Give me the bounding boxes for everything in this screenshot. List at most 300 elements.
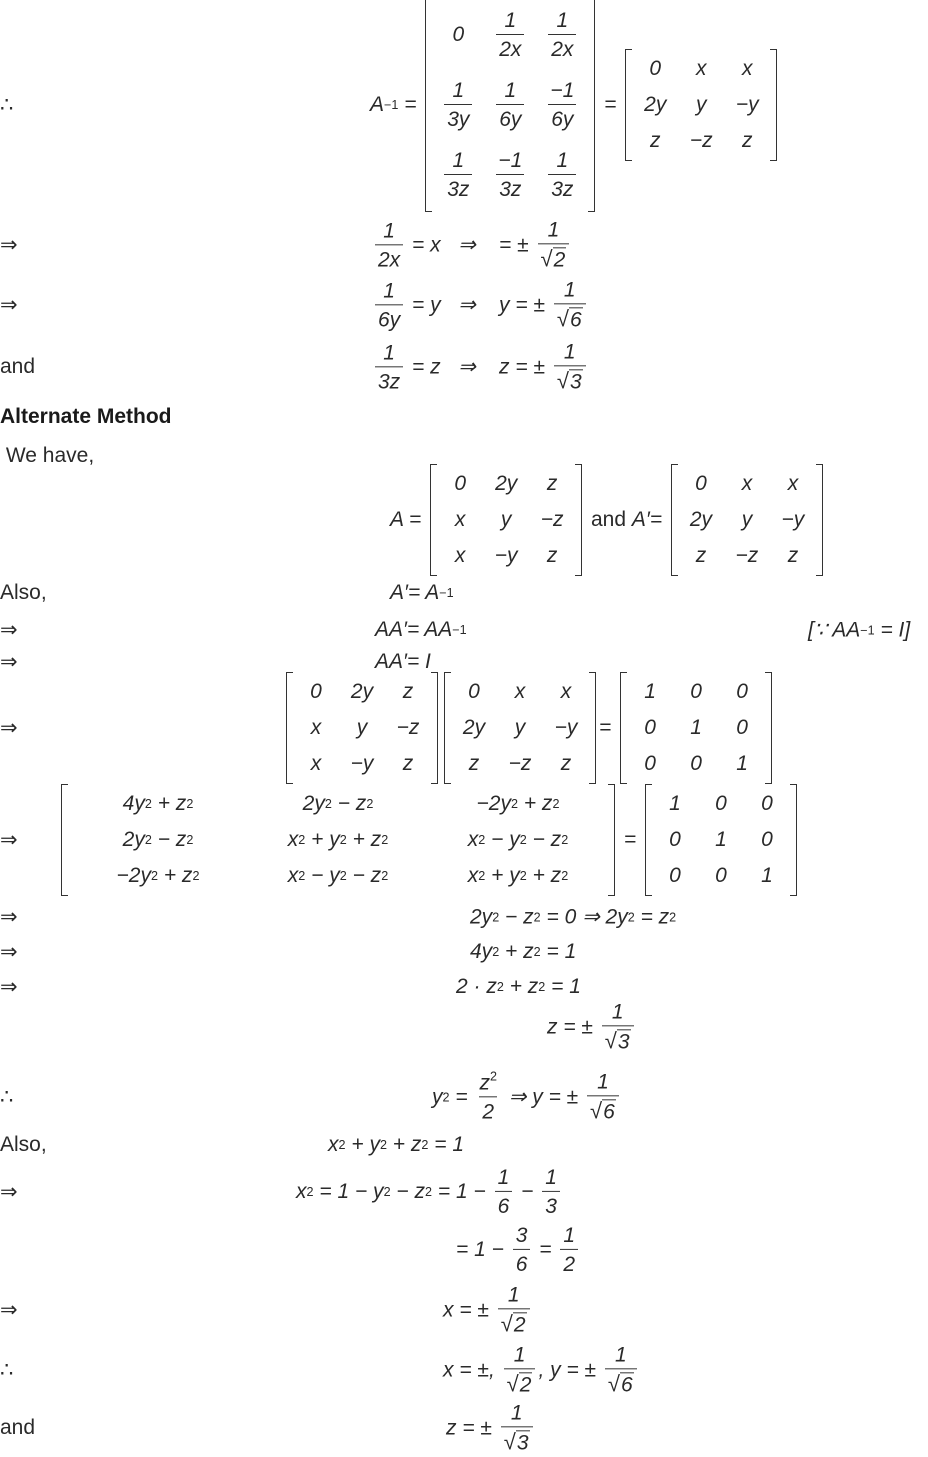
matrix-row	[652, 858, 790, 894]
matrix-cell	[293, 710, 339, 746]
math-text: 6y	[378, 308, 401, 331]
equation	[372, 278, 589, 331]
denominator	[375, 244, 403, 271]
math-text: 4y	[470, 940, 493, 963]
line-label: and	[0, 1416, 36, 1439]
line-label: Also,	[0, 581, 47, 604]
matrix	[671, 464, 823, 576]
matrix-cell: −2y 2 + z 2	[116, 864, 200, 887]
math-text: A′=	[631, 508, 668, 531]
math-text: = z	[634, 905, 670, 928]
matrix-cell	[678, 466, 724, 502]
matrix-cell	[724, 123, 770, 159]
equation	[375, 650, 431, 674]
math-text: x	[296, 1180, 307, 1203]
numerator	[501, 79, 519, 104]
fraction	[587, 1070, 619, 1123]
fraction	[548, 149, 576, 201]
square-root	[507, 1372, 533, 1396]
matrix-cell	[497, 746, 543, 782]
math-text: x = ±,	[443, 1358, 501, 1381]
denominator	[602, 1025, 634, 1053]
math-text: 0	[310, 680, 322, 703]
math-text: + y	[485, 864, 520, 887]
matrix-row	[68, 822, 608, 858]
fraction	[538, 218, 570, 271]
line-label: ⇒	[0, 940, 18, 964]
line-label: ⇒	[0, 716, 18, 740]
matrix-cell	[497, 674, 543, 710]
matrix-cell	[632, 51, 678, 87]
math-text: 0	[715, 864, 727, 887]
matrix-cell	[770, 502, 816, 538]
equation	[456, 1224, 581, 1276]
denominator	[560, 1249, 578, 1276]
matrix-cell	[678, 87, 724, 123]
math-text: 0	[468, 680, 480, 703]
math-text: z	[479, 1070, 490, 1094]
math-text: x	[310, 716, 322, 739]
matrix-cell	[451, 710, 497, 746]
math-text: 1	[563, 278, 576, 302]
math-text: 1	[497, 1165, 510, 1189]
equation: x 2 + y 2 + z 2 = 1	[328, 1133, 465, 1156]
equation	[446, 1401, 536, 1454]
numerator	[594, 1070, 612, 1095]
line-label: ∴	[0, 1085, 14, 1109]
numerator	[561, 340, 579, 365]
math-text: = 1 − y	[313, 1180, 384, 1203]
math-text: 2x	[499, 38, 522, 61]
matrix-cell	[627, 710, 673, 746]
matrix-cell	[698, 822, 744, 858]
square-root	[504, 1430, 530, 1454]
math-text: 2y	[644, 93, 667, 116]
fraction	[504, 1343, 536, 1396]
math-text: x = ±	[443, 1298, 495, 1321]
matrix-cell	[497, 710, 543, 746]
numerator	[508, 1401, 526, 1426]
math-text: 1	[690, 716, 702, 739]
radicand	[602, 1100, 616, 1124]
math-text: 0	[669, 864, 681, 887]
matrix-cell	[536, 70, 588, 140]
radical-sign: √	[506, 1371, 519, 1397]
square-root	[541, 247, 567, 271]
math-text: + z	[518, 792, 553, 815]
math-text: x	[467, 828, 479, 851]
matrix-cell	[673, 674, 719, 710]
math-text: 2y	[350, 680, 374, 703]
matrix-row	[437, 502, 575, 538]
denominator	[375, 366, 403, 393]
matrix	[620, 672, 772, 784]
math-text: 1	[563, 340, 576, 364]
left-bracket	[61, 784, 68, 896]
math-text: −z	[540, 508, 564, 531]
math-text: =	[533, 1238, 558, 1261]
equation	[372, 340, 589, 393]
math-text: y	[741, 508, 753, 531]
math-text: 6y	[499, 108, 522, 131]
math-text: − z	[499, 905, 534, 928]
matrix-cell: x 2 − y 2 − z 2	[287, 864, 389, 887]
math-text: 3	[516, 1431, 529, 1455]
numerator	[542, 1166, 560, 1191]
matrix-cell	[724, 466, 770, 502]
matrix-cell	[451, 674, 497, 710]
matrix-cell	[652, 822, 698, 858]
matrix-cell: x 2 + y 2 + z 2	[467, 864, 569, 887]
numerator	[560, 1224, 578, 1249]
math-text: 1	[644, 680, 656, 703]
matrix-cell	[724, 87, 770, 123]
math-text: x	[742, 57, 753, 80]
matrix-cell	[770, 466, 816, 502]
math-text: + z	[503, 975, 539, 998]
math-text: z	[650, 129, 661, 152]
math-text: 3	[617, 1030, 630, 1054]
math-text: −z	[396, 716, 420, 739]
math-text: 0	[695, 472, 707, 495]
radical-sign: √	[607, 1371, 621, 1397]
math-text: − z	[331, 792, 367, 815]
line-label: ⇒	[0, 1298, 18, 1322]
matrix-body	[68, 784, 608, 896]
math-text: 1	[507, 1283, 520, 1307]
matrix-cell	[437, 538, 483, 574]
numerator	[609, 1000, 627, 1025]
math-text: − z	[151, 828, 187, 851]
matrix	[286, 672, 438, 784]
math-text: = 1	[540, 940, 577, 963]
math-text: AA′= AA	[375, 618, 453, 641]
matrix-row	[627, 710, 765, 746]
math-text: y	[500, 508, 512, 531]
math-text: y	[514, 716, 526, 739]
fraction	[548, 9, 576, 61]
equation: 2y 2 − z 2 = 0 ⇒ 2y 2 = z 2	[470, 905, 677, 929]
matrix-cell: x 2 + y 2 + z 2	[287, 828, 389, 851]
line-label: We have,	[0, 444, 95, 467]
math-text: 0	[690, 752, 702, 775]
right-bracket	[589, 672, 596, 784]
numerator	[612, 1343, 630, 1368]
equation	[443, 1283, 533, 1336]
fraction	[501, 1401, 533, 1454]
radical-sign: √	[604, 1028, 617, 1054]
math-text: 1	[611, 1000, 624, 1024]
math-text: 1	[383, 218, 395, 242]
fraction	[375, 279, 403, 331]
math-text: 1	[513, 1343, 526, 1367]
math-text: = z ⇒ z = ±	[406, 355, 551, 379]
left-bracket	[671, 464, 678, 576]
math-text: 0	[715, 792, 727, 815]
matrix-row	[627, 746, 765, 782]
radicand	[569, 370, 583, 394]
equation	[443, 1343, 640, 1396]
right-bracket	[816, 464, 823, 576]
matrix-row	[451, 710, 589, 746]
math-text: 1	[715, 828, 727, 851]
matrix-body	[432, 0, 588, 212]
matrix-row	[678, 538, 816, 574]
math-text: 3	[545, 1195, 557, 1218]
math-text: + y	[345, 1133, 380, 1156]
matrix-cell: 4y 2 + z 2	[122, 792, 194, 815]
matrix-cell	[632, 87, 678, 123]
numerator	[553, 149, 571, 174]
matrix-row	[632, 51, 770, 87]
math-text: 1	[545, 1165, 557, 1189]
math-text: 0	[644, 716, 656, 739]
matrix-cell	[632, 123, 678, 159]
denominator	[542, 1191, 560, 1218]
math-text: 6	[569, 308, 582, 332]
matrix-cell	[451, 746, 497, 782]
math-text: 3y	[447, 108, 470, 131]
fraction	[495, 1166, 513, 1218]
matrix-cell	[770, 538, 816, 574]
math-text: =	[398, 93, 423, 116]
matrix-cell	[543, 746, 589, 782]
line-label: Also,	[0, 1133, 47, 1156]
math-text: x	[328, 1133, 339, 1156]
math-text: 0	[690, 680, 702, 703]
fraction	[554, 278, 586, 331]
math-text: + y	[305, 828, 340, 851]
numerator	[449, 79, 467, 104]
radical-sign: √	[590, 1098, 603, 1124]
math-text: 1	[736, 752, 748, 775]
radicand	[519, 1373, 533, 1397]
denominator	[554, 365, 586, 393]
right-bracket	[770, 49, 777, 161]
math-text: 0	[761, 792, 773, 815]
fraction	[542, 1166, 560, 1218]
math-text: −z	[689, 129, 713, 152]
math-text: y	[432, 1085, 443, 1108]
matrix-cell	[437, 502, 483, 538]
math-text: x	[467, 864, 479, 887]
math-text: −2y	[116, 864, 151, 887]
matrix	[625, 49, 777, 161]
math-text: 0	[649, 57, 662, 80]
math-text: 2	[519, 1373, 532, 1397]
denominator	[495, 1191, 513, 1218]
radicand	[513, 1313, 527, 1337]
numerator	[380, 219, 398, 244]
matrix-body	[627, 672, 765, 784]
math-text: x	[787, 472, 799, 495]
math-text: 6	[497, 1195, 510, 1218]
math-text: z	[546, 544, 558, 567]
denominator	[479, 1096, 497, 1123]
matrix-cell	[483, 538, 529, 574]
equation: x 2 = 1 − y 2 − z 2 = 1 − $\frac{1}{6}$ − $\frac{1}{3}$	[296, 1166, 563, 1218]
math-text: = 1	[545, 975, 581, 998]
math-text: 0	[761, 828, 773, 851]
math-text: 3	[515, 1223, 528, 1247]
math-text: [∵ AA	[808, 618, 861, 642]
matrix-cell: x 2 − y 2 − z 2	[467, 828, 569, 851]
matrix-cell	[678, 123, 724, 159]
fraction	[444, 79, 472, 131]
math-text: , y = ±	[538, 1358, 602, 1381]
math-text: 1	[563, 1223, 576, 1247]
matrix-row	[652, 822, 790, 858]
fraction	[602, 1000, 634, 1053]
right-bracket	[608, 784, 615, 896]
math-text: 1	[452, 148, 465, 172]
math-text: −y	[781, 508, 805, 531]
math-text: − y	[305, 864, 340, 887]
math-text: 1	[383, 278, 395, 302]
math-text: 6	[515, 1253, 528, 1276]
matrix-row	[432, 140, 588, 210]
matrix-cell	[543, 710, 589, 746]
radical-sign: √	[556, 306, 569, 332]
math-text: = x ⇒ = ±	[406, 233, 535, 257]
right-bracket	[765, 672, 772, 784]
radical-sign: √	[503, 1429, 516, 1455]
matrix-cell	[673, 710, 719, 746]
matrix-body	[451, 672, 589, 784]
matrix-cell	[698, 786, 744, 822]
denominator	[548, 34, 576, 61]
line-label: ⇒	[0, 233, 18, 257]
math-text: z	[695, 544, 707, 567]
matrix-cell	[432, 70, 484, 140]
math-text: 2y	[302, 792, 325, 815]
matrix-row	[437, 466, 575, 502]
math-text: + z	[386, 1133, 422, 1156]
math-text: y	[356, 716, 368, 739]
math-text: z	[468, 752, 480, 775]
denominator	[548, 174, 576, 201]
math-text: 0	[454, 472, 467, 495]
matrix-cell	[385, 674, 431, 710]
math-text: 2y	[470, 905, 493, 928]
matrix-cell	[339, 710, 385, 746]
matrix-cell	[385, 710, 431, 746]
math-text: z	[560, 752, 572, 775]
math-text: −y	[735, 93, 759, 116]
math-text: 1	[669, 792, 681, 815]
matrix-cell: −2y 2 + z 2	[476, 792, 560, 815]
matrix-row	[632, 123, 770, 159]
matrix-body	[632, 49, 770, 161]
math-text: − y	[485, 828, 520, 851]
matrix-row	[678, 502, 816, 538]
denominator	[444, 104, 472, 131]
math-text: + z	[499, 940, 534, 963]
math-text: x	[287, 864, 299, 887]
right-bracket	[431, 672, 438, 784]
matrix-cell	[385, 746, 431, 782]
matrix-row	[293, 710, 431, 746]
math-text: −z	[508, 752, 532, 775]
radicand	[569, 308, 583, 332]
numerator	[495, 149, 525, 174]
denominator	[375, 304, 403, 331]
matrix-cell	[698, 858, 744, 894]
equation-note: [∵ AA −1 = I]	[808, 618, 911, 642]
matrix-row	[678, 466, 816, 502]
matrix-cell	[744, 822, 790, 858]
math-text: 2 · z	[456, 975, 497, 998]
math-text: A =	[390, 508, 428, 531]
equation: 4y 2 + z 2 = 1	[470, 940, 577, 963]
math-text: 3z	[378, 370, 401, 393]
math-text: = y ⇒ y = ±	[406, 293, 551, 317]
math-text: 2x	[378, 248, 401, 271]
math-text: x	[287, 828, 299, 851]
left-bracket	[620, 672, 627, 784]
math-text: x	[696, 57, 707, 80]
line-label: ∴	[0, 1358, 14, 1382]
matrix-cell	[652, 858, 698, 894]
math-text: =	[449, 1085, 474, 1108]
matrix-cell	[339, 746, 385, 782]
matrix-cell	[678, 538, 724, 574]
math-text: 6	[603, 1100, 615, 1124]
math-text: 1	[452, 78, 465, 102]
left-bracket	[425, 0, 432, 212]
fraction	[476, 1071, 500, 1123]
fraction	[444, 149, 472, 201]
math-text: 1	[556, 148, 569, 172]
left-bracket	[286, 672, 293, 784]
line-label: ⇒	[0, 650, 18, 674]
matrix-cell	[536, 140, 588, 210]
math-text: 2x	[551, 38, 574, 61]
math-text: A	[370, 93, 385, 116]
matrix-row	[652, 786, 790, 822]
math-text: + z	[151, 792, 187, 815]
square-root	[557, 307, 583, 331]
math-text: 3z	[499, 178, 522, 201]
equation	[372, 218, 572, 271]
math-text: + z	[158, 864, 193, 887]
equation	[390, 464, 826, 576]
right-bracket	[790, 784, 797, 896]
matrix-cell	[652, 786, 698, 822]
radicand	[617, 1030, 631, 1054]
equation: A′= A −1	[390, 581, 454, 604]
math-text: −	[515, 1180, 540, 1203]
matrix-body	[678, 464, 816, 576]
math-text: 0	[452, 23, 465, 46]
superscript: 2	[489, 1069, 497, 1084]
numerator	[561, 278, 579, 303]
numerator	[505, 1283, 523, 1308]
denominator	[504, 1368, 536, 1396]
equation: y 2 = $\frac{z^2}{2}$ ⇒ y = ± 1 √ 6	[432, 1070, 622, 1123]
square-root	[608, 1372, 634, 1396]
math-text: 0	[736, 680, 748, 703]
math-text: 1	[556, 8, 569, 32]
math-text: x	[741, 472, 753, 495]
numerator	[545, 218, 563, 243]
math-text: x	[310, 752, 322, 775]
matrix-row	[432, 0, 588, 70]
matrix-body	[652, 784, 790, 896]
matrix-cell	[483, 466, 529, 502]
line-label: ⇒	[0, 828, 18, 852]
denominator	[501, 1426, 533, 1454]
